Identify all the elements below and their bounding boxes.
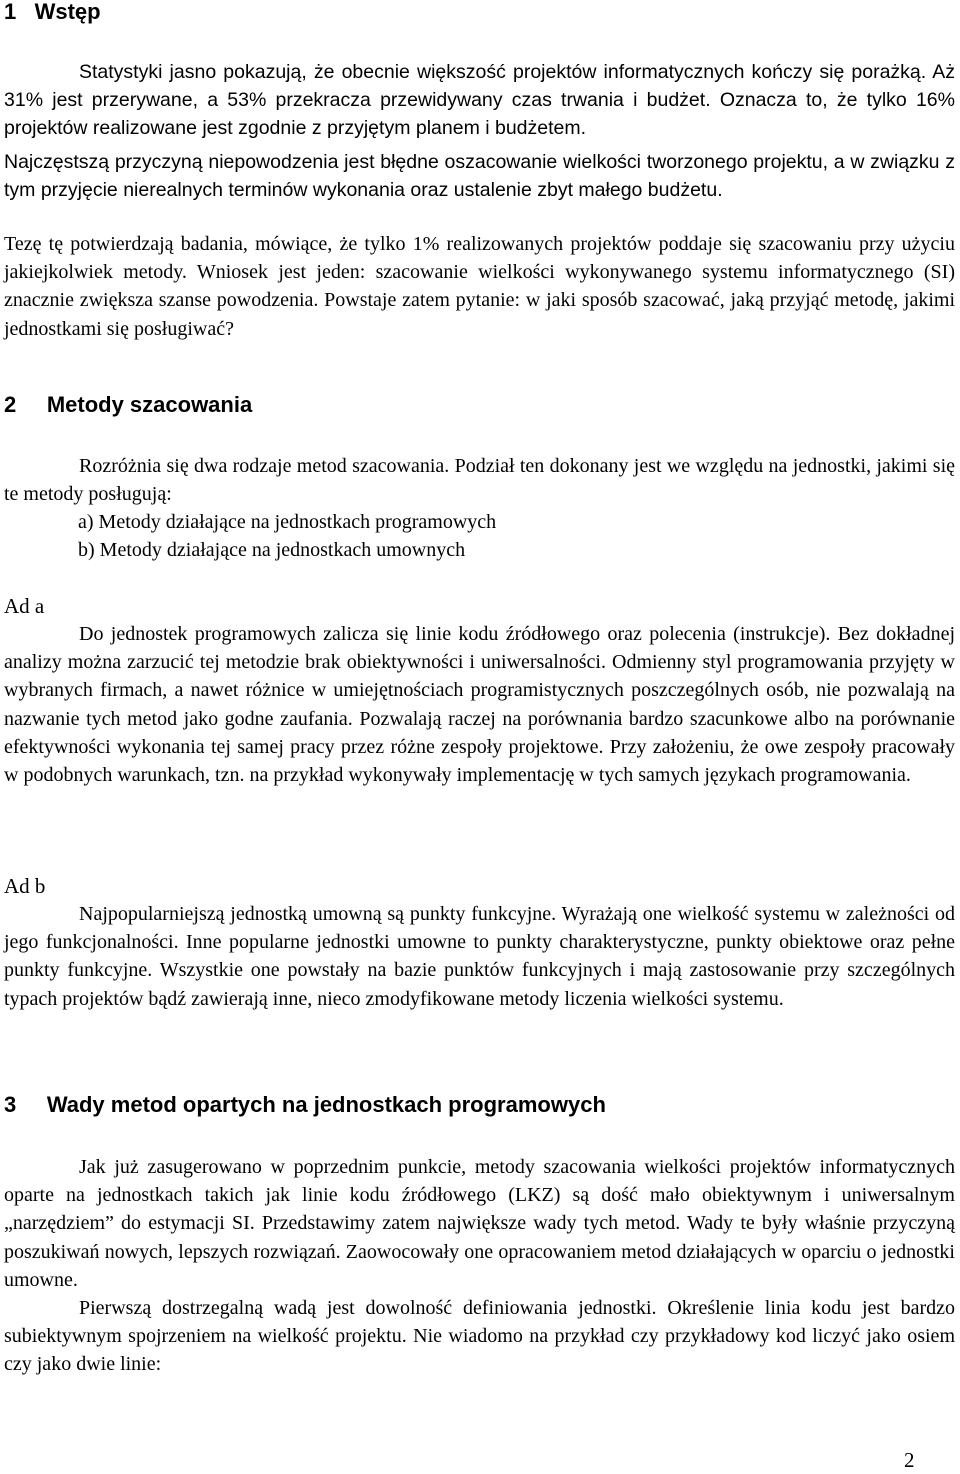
s1-paragraph-2: Najczęstszą przyczyną niepowodzenia jest błędne oszacowanie wielkości tworzonego projektu, a w związku z tym przyjęcie nierealnych terminów wykonania oraz ustalenie zbyt małego budżetu.	[4, 151, 955, 202]
s3-paragraph-2: Pierwszą dostrzegalną wadą jest dowolność definiowania jednostki. Określenie linia kodu jest bardzo subiektywnym spojrzeniem na wielkość projektu. Nie wiadomo na przykład czy przykładowy kod liczyć jako osiem czy jako dwie linie:	[4, 1297, 955, 1376]
section-2-title: Metody szacowania	[46, 392, 253, 417]
section-3-title: Wady metod opartych na jednostkach programowych	[46, 1092, 606, 1117]
section-2-number: 2	[4, 392, 17, 417]
list-item	[78, 536, 496, 564]
list-item-text: Metody działające na jednostkach programowych	[98, 511, 497, 533]
list-item-text: Metody działające na jednostkach umownych	[99, 539, 466, 562]
section-1-heading	[4, 0, 101, 26]
ad-a-paragraph: Do jednostek programowych zalicza się linie kodu źródłowego oraz polecenia (instrukcje). Bez dokładnej analizy można zarzucić tej metodzie brak obiektywności i uniwersalności. Odmienny styl programowania przyjęty w wybranych firmach, a nawet różnice w umiejętnościach programistycznych poszczególnych osób, nie pozwalają na nazwanie tych metod jako godne zaufania. Pozwalają raczej na porównania bardzo szacunkowe albo na porównanie efektywności wykonania tej samej pracy przez różne zespoły projektowe. Przy założeniu, że owe zespoły pracowały w podobnych warunkach, tzn. na przykład wykonywały implementację w tych samych językach programowania.	[4, 623, 955, 787]
ad-a-label: Ad a	[4, 594, 45, 618]
s2-intro: Rozróżnia się dwa rodzaje metod szacowania. Podział ten dokonany jest we względu na jednostki, jakimi się te metody posługują:	[4, 455, 955, 506]
ad-b-paragraph: Najpopularniejszą jednostką umowną są punkty funkcyjne. Wyrażają one wielkość systemu w zależności od jego funkcjonalności. Inne popularne jednostki umowne to punkty charakterystyczne, punkty obiektowe oraz pełne punkty funkcyjne. Wszystkie one powstały na bazie punktów funkcyjnych i mają zastosowanie przy szczególnych typach projektów bądź zawierają inne, nieco zmodyfikowane metody liczenia wielkości systemu.	[4, 903, 955, 1010]
page-number: 2	[904, 1448, 915, 1472]
list-marker: a)	[78, 511, 94, 533]
section-3-heading	[4, 1091, 606, 1119]
section-1-number: 1	[4, 0, 17, 24]
section-3-number: 3	[4, 1092, 17, 1117]
s1-paragraph-3: Tezę tę potwierdzają badania, mówiące, że tylko 1% realizowanych projektów poddaje się szacowaniu przy użyciu jakiejkolwiek metody. Wniosek jest jeden: szacowanie wielkości wykonywanego systemu informatycznego (SI) znacznie zwiększa szanse powodzenia. Powstaje zatem pytanie: w jaki sposób szacować, jaką przyjąć metodę, jakimi jednostkami się posługiwać?	[4, 233, 955, 340]
ad-b-label: Ad b	[4, 874, 46, 898]
list-item	[78, 508, 496, 536]
section-2-heading	[4, 391, 252, 419]
list-marker: b)	[78, 539, 95, 562]
s3-paragraph-1: Jak już zasugerowano w poprzednim punkcie, metody szacowania wielkości projektów informatycznych oparte na jednostkach takich jak linie kodu źródłowego (LKZ) są dość mało obiektywnym i uniwersalnym „narzędziem” do estymacji SI. Przedstawimy zatem największe wady tych metod. Wady te były właśnie przyczyną poszukiwań nowych, lepszych rozwiązań. Zaowocowały one opracowaniem metod działających w oparciu o jednostki umowne.	[4, 1156, 955, 1291]
methods-list	[78, 508, 496, 564]
s1-paragraph-1: Statystyki jasno pokazują, że obecnie większość projektów informatycznych kończy się porażką. Aż 31% jest przerywane, a 53% przekracza przewidywany czas trwania i budżet. Oznacza to, że tylko 16% projektów realizowane jest zgodnie z przyjętym planem i budżetem.	[4, 61, 955, 140]
section-1-title: Wstęp	[34, 0, 101, 24]
